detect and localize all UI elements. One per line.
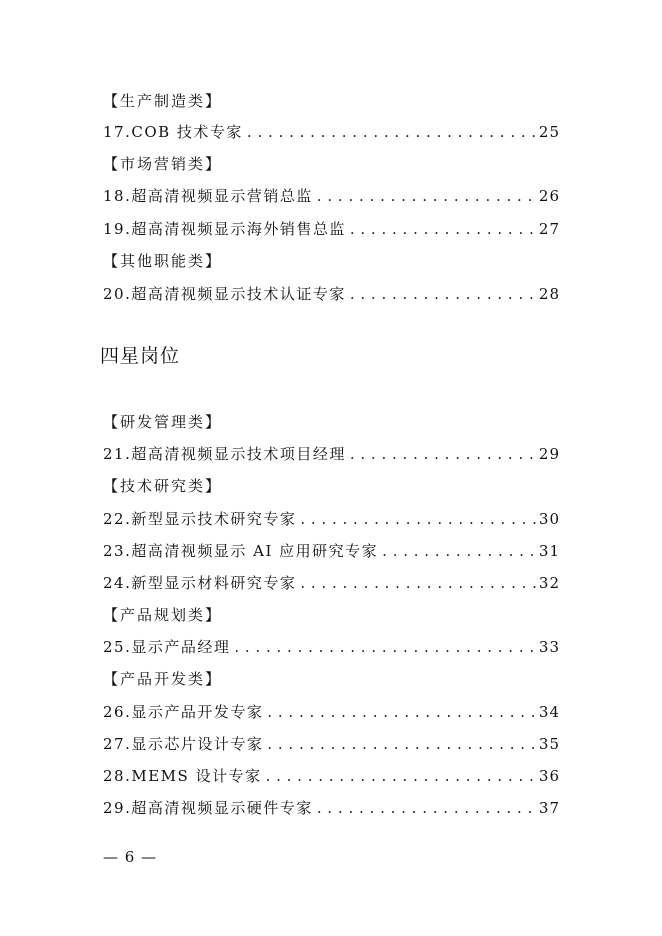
toc-entry-27[interactable]	[103, 731, 560, 757]
dot-leader	[263, 699, 539, 725]
dot-leader	[346, 216, 539, 242]
category-product-dev: 【产品开发类】	[103, 670, 223, 688]
dot-leader	[313, 795, 539, 821]
dot-leader	[296, 570, 539, 596]
toc-entry-21[interactable]	[103, 441, 560, 467]
toc-entry-title: 20.超高清视频显示技术认证专家	[103, 285, 346, 303]
toc-entry-title: 17.COB 技术专家	[103, 123, 243, 141]
category-rd-management: 【研发管理类】	[103, 413, 223, 431]
toc-entry-25[interactable]	[103, 634, 560, 660]
toc-entry-title: 19.超高清视频显示海外销售总监	[103, 220, 346, 238]
toc-entry-18[interactable]	[103, 183, 560, 209]
toc-entry-17[interactable]	[103, 119, 560, 145]
dot-leader	[313, 183, 539, 209]
category-tech-research: 【技术研究类】	[103, 477, 223, 495]
toc-entry-page: 27	[538, 220, 560, 238]
toc-entry-page: 32	[538, 574, 560, 592]
toc-entry-page: 35	[538, 735, 560, 753]
toc-entry-page: 37	[538, 799, 560, 817]
toc-entry-title: 28.MEMS 设计专家	[103, 767, 262, 785]
toc-entry-page: 34	[538, 703, 560, 721]
dot-leader	[346, 281, 539, 307]
toc-entry-19[interactable]	[103, 216, 560, 242]
toc-entry-title: 25.显示产品经理	[103, 638, 231, 656]
toc-entry-22[interactable]	[103, 506, 560, 532]
dot-leader	[346, 441, 539, 467]
page-number-footer: — 6 —	[103, 848, 158, 866]
category-production: 【生产制造类】	[103, 92, 223, 110]
dot-leader	[230, 634, 539, 660]
category-product-planning: 【产品规划类】	[103, 606, 223, 624]
toc-entry-page: 36	[538, 767, 560, 785]
dot-leader	[243, 119, 539, 145]
toc-entry-23[interactable]	[103, 538, 560, 564]
dot-leader	[262, 763, 539, 789]
toc-entry-title: 24.新型显示材料研究专家	[103, 574, 297, 592]
dot-leader	[263, 731, 539, 757]
toc-entry-page: 28	[538, 285, 560, 303]
toc-entry-title: 23.超高清视频显示 AI 应用研究专家	[103, 542, 379, 560]
dot-leader	[296, 506, 539, 532]
toc-entry-title: 27.显示芯片设计专家	[103, 735, 264, 753]
toc-entry-title: 18.超高清视频显示营销总监	[103, 187, 313, 205]
toc-entry-title: 29.超高清视频显示硬件专家	[103, 799, 313, 817]
toc-entry-title: 21.超高清视频显示技术项目经理	[103, 445, 346, 463]
toc-entry-title: 22.新型显示技术研究专家	[103, 510, 297, 528]
toc-entry-26[interactable]	[103, 699, 560, 725]
toc-entry-title: 26.显示产品开发专家	[103, 703, 264, 721]
toc-entry-20[interactable]	[103, 281, 560, 307]
section-heading: 四星岗位	[100, 345, 181, 367]
toc-entry-page: 33	[538, 638, 560, 656]
toc-entry-28[interactable]	[103, 763, 560, 789]
category-marketing: 【市场营销类】	[103, 155, 223, 173]
toc-entry-29[interactable]	[103, 795, 560, 821]
dot-leader	[378, 538, 539, 564]
category-other: 【其他职能类】	[103, 252, 223, 270]
toc-entry-24[interactable]	[103, 570, 560, 596]
toc-entry-page: 31	[538, 542, 560, 560]
toc-entry-page: 29	[538, 445, 560, 463]
toc-entry-page: 25	[538, 123, 560, 141]
toc-entry-page: 26	[538, 187, 560, 205]
toc-entry-page: 30	[538, 510, 560, 528]
